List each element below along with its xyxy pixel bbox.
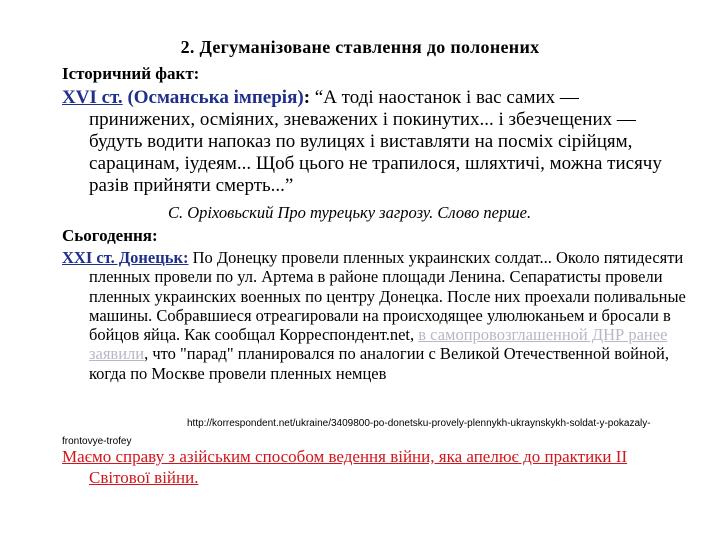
present-period-label: XXI ст. Донецьк: — [62, 248, 189, 267]
quote-citation: С. Оріховьский Про турецьку загрозу. Слово перше. — [168, 203, 532, 222]
present-text-after-link: , что "парад" планировался по аналогии с Великой Отечественной войной, когда по Москве провели пленных немцев — [89, 344, 669, 383]
historical-paragraph — [62, 87, 689, 197]
conclusion-text: Маємо справу з азійським способом ведення війни, яка апелює до практики II Світової війни. — [62, 447, 628, 487]
historical-colon: : — [303, 87, 311, 108]
present-paragraph — [62, 248, 689, 383]
present-text-before-link: По Донецку провели пленных украинских солдат... Около пятидесяти пленных провели по ул. Артема в районе площади Ленина. Сепаратисты провели пленных украинских военных по центру Донецка. После них проехали поливальные машины. Собравшиеся отреагировали на происходящее улюлюканьем и бросали в бойцов яйца. Как сообщал Корреспондент.net, — [89, 248, 686, 345]
historical-period-label: XVI ст. — [62, 87, 123, 108]
historical-quote: “А тоді наостанок і вас самих — принижених, осміяних, зневажених і покинутих... і збезчещених — будуть водити напоказ по вулицях і виставляти на посміх сірійцям, сарацинам, іудеям... Щоб цього не трапилося, шляхтичі, можна тисячу разів прийняти смерть...” — [89, 87, 662, 196]
historical-empire-label: (Османська імперія) — [127, 87, 304, 108]
present-heading: Сьогодення: — [62, 226, 158, 245]
source-url-link[interactable]: http://korrespondent.net/ukraine/3409800-po-donetsku-provely-plennykh-ukraynskykh-soldat-y-pokazaly-frontovye-trofey — [62, 418, 651, 447]
slide-title: 2. Дегуманізоване ставлення до полонених — [180, 37, 540, 57]
historical-fact-heading: Історичний факт: — [62, 64, 200, 83]
dnr-statement-link[interactable]: в самопровозглашенной ДНР ранее заявили — [89, 325, 668, 364]
